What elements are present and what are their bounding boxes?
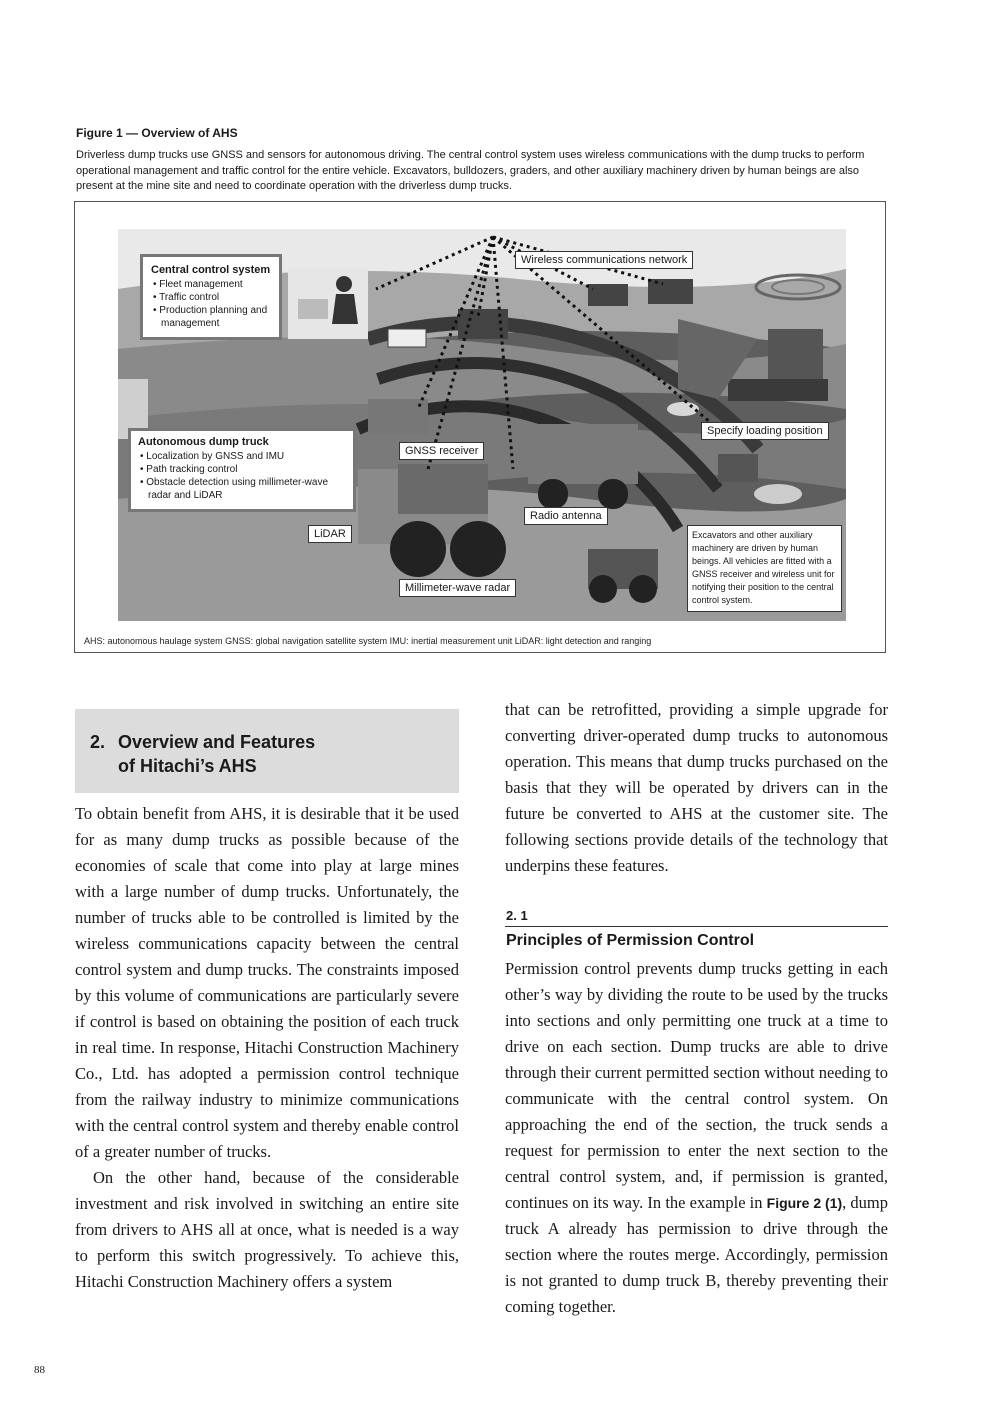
central-control-panel xyxy=(140,254,282,340)
central-control-item: • Production planning and management xyxy=(151,304,271,330)
section-title-line1: Overview and Features xyxy=(118,732,316,752)
auxiliary-machinery-note: Excavators and other auxiliary machinery are driven by human beings. All vehicles are fitted with a GNSS receiver and wireless unit for notifying their position to the central control system. xyxy=(687,525,842,612)
section-paragraph-3: that can be retrofitted, providing a simple upgrade for converting driver-operated dump trucks to autonomous operation. This means that dump trucks purchased on the basis that they will be operated by drivers can in the future be converted to AHS at the customer site. The following sections provide details of the technology that underpins these features. xyxy=(505,700,888,875)
autonomous-truck-item: • Path tracking control xyxy=(138,463,346,476)
loading-position-label: Specify loading position xyxy=(701,422,829,440)
radar-label: Millimeter-wave radar xyxy=(399,579,516,597)
figure-title: Figure 1 — Overview of AHS xyxy=(76,126,238,140)
right-column-bottom xyxy=(505,956,888,1320)
left-column xyxy=(75,801,459,1295)
section-title-line2: of Hitachi’s AHS xyxy=(118,756,257,776)
section-paragraph-2: On the other hand, because of the considerable investment and risk involved in switching an entire site from drivers to AHS all at once, what is needed is a way to perform this switch progressively. To achieve this, Hitachi Construction Machinery offers a system xyxy=(75,1168,459,1291)
subsection-rule xyxy=(505,926,888,927)
autonomous-truck-item: • Obstacle detection using millimeter-wave radar and LiDAR xyxy=(138,476,346,502)
subsection-text-b: , dump truck A already has permission to drive through the section where the routes merge. Accordingly, permission is not granted to dump truck B, thereby preventing their coming together. xyxy=(505,1193,888,1316)
central-control-item: • Fleet management xyxy=(151,278,271,291)
figure-2-reference[interactable]: Figure 2 (1) xyxy=(766,1195,843,1211)
figure-caption: Driverless dump trucks use GNSS and sensors for autonomous driving. The central control system uses wireless communications with the dump trucks to perform operational management and traffic control for the entire vehicle. Excavators, bulldozers, graders, and other auxiliary machinery driven by human beings are also present at the mine site and need to coordinate operation with the driverless dump trucks. xyxy=(76,149,865,192)
wireless-network-label: Wireless communications network xyxy=(515,251,693,269)
subsection-paragraph xyxy=(505,956,888,1320)
subsection-number: 2. 1 xyxy=(506,908,528,923)
central-control-title: Central control system xyxy=(151,264,271,276)
abbreviations: AHS: autonomous haulage system GNSS: global navigation satellite system IMU: inertial measurement unit LiDAR: light detection and ranging xyxy=(84,636,652,646)
section-heading xyxy=(90,730,315,778)
lidar-label: LiDAR xyxy=(308,525,352,543)
autonomous-truck-panel xyxy=(128,428,356,512)
central-control-item: • Traffic control xyxy=(151,291,271,304)
autonomous-truck-item: • Localization by GNSS and IMU xyxy=(138,450,346,463)
section-number: 2. xyxy=(90,732,106,752)
subsection-text-a: Permission control prevents dump trucks getting in each other’s way by dividing the route to be used by the trucks into sections and only permitting one truck at a time to drive on each section. Dump trucks are able to drive through their current permitted section without needing to communicate with the central control system. On approaching the end of the section, the truck sends a request for permission to enter the next section to the central control system, and, if permission is granted, continues on its way. In the example in xyxy=(505,959,888,1212)
section-paragraph-1: To obtain benefit from AHS, it is desirable that it be used for as many dump trucks as possible because of the economies of scale that come into play at large mines with a large number of dump trucks. Unfortunately, the number of trucks able to be controlled is limited by the wireless communications capacity between the central control system and dump trucks. The constraints imposed by this volume of communications are particularly severe if control is based on obtaining the position of each truck in real time. In response, Hitachi Construction Machinery Co., Ltd. has adopted a permission control technique from the railway industry to minimize communications with the central control system and thereby enable control of a greater number of trucks. xyxy=(75,804,459,1161)
right-column-top xyxy=(505,697,888,879)
radio-antenna-label: Radio antenna xyxy=(524,507,608,525)
subsection-title: Principles of Permission Control xyxy=(506,932,755,949)
page-number: 88 xyxy=(34,1364,45,1376)
autonomous-truck-title: Autonomous dump truck xyxy=(138,436,269,448)
gnss-receiver-label: GNSS receiver xyxy=(399,442,484,460)
